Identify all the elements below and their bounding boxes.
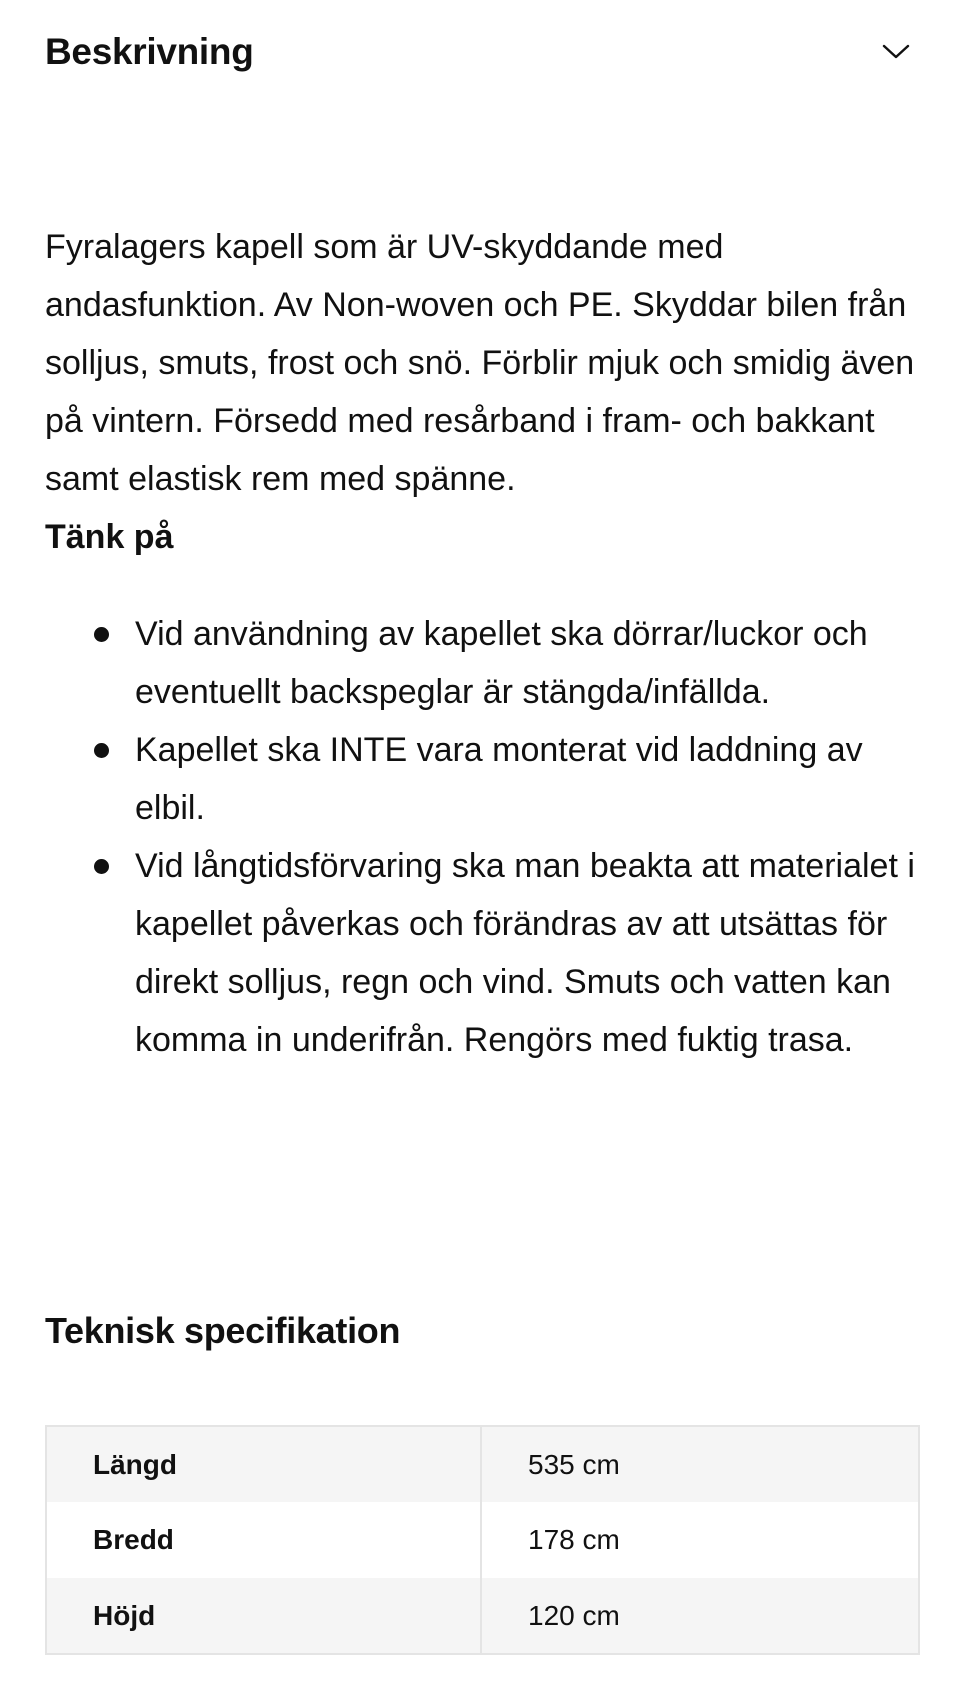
description-title: Beskrivning <box>45 31 254 72</box>
spec-key-height: Höjd <box>46 1578 481 1654</box>
bullet-icon <box>94 743 109 758</box>
spec-key-width: Bredd <box>46 1502 481 1578</box>
tips-list <box>45 605 925 1069</box>
spec-key-length: Längd <box>46 1426 481 1502</box>
table-row <box>46 1426 919 1502</box>
list-item <box>45 605 925 721</box>
description-accordion-toggle[interactable] <box>45 22 915 82</box>
tip-text: Vid användning av kapellet ska dörrar/luckor och eventuellt backspeglar är stängda/infällda. <box>135 615 868 711</box>
spec-table <box>45 1425 920 1655</box>
list-item <box>45 837 925 1069</box>
list-item <box>45 721 925 837</box>
description-text: Fyralagers kapell som är UV-skyddande med andasfunktion. Av Non-woven och PE. Skyddar bilen från solljus, smuts, frost och snö. Förblir mjuk och smidig även på vintern. Försedd med resårband i fram- och bakkant samt elastisk rem med spänne. <box>45 228 915 498</box>
spec-title: Teknisk specifikation <box>45 1310 401 1351</box>
bullet-icon <box>94 859 109 874</box>
spec-value-width: 178 cm <box>528 1524 620 1555</box>
think-about-title: Tänk på <box>45 518 174 556</box>
table-row <box>46 1502 919 1578</box>
table-row <box>46 1578 919 1654</box>
spec-value-height: 120 cm <box>528 1599 620 1631</box>
tip-text: Vid långtidsförvaring ska man beakta att materialet i kapellet påverkas och förändras av att utsättas för direkt solljus, regn och vind. Smuts och vatten kan komma in underifrån. Rengörs med fuktig trasa. <box>135 847 915 1059</box>
bullet-icon <box>94 627 109 642</box>
chevron-down-icon[interactable] <box>881 37 911 67</box>
spec-value-length: 535 cm <box>528 1448 620 1480</box>
tip-text: Kapellet ska INTE vara monterat vid laddning av elbil. <box>135 731 863 827</box>
